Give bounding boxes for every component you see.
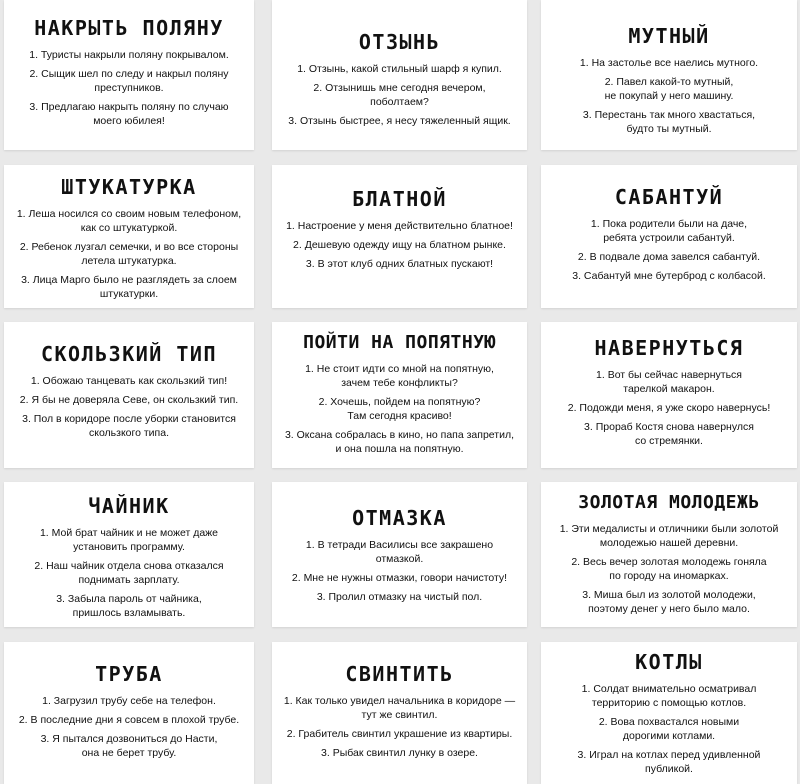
example-item: 3. Сабантуй мне бутерброд с колбасой. — [572, 270, 766, 282]
example-list — [10, 48, 248, 128]
example-list — [278, 694, 521, 760]
example-item: 2. Хочешь, пойдем на попятную? Там сегодня красиво! — [318, 396, 481, 422]
card — [272, 322, 527, 468]
example-item: 2. Подожди меня, я уже скоро навернусь! — [567, 402, 771, 414]
card-title: ЧАЙНИК — [88, 494, 170, 518]
card-title: СКОЛЬЗКИЙ ТИП — [40, 342, 218, 366]
card-title: ТРУБА — [95, 662, 163, 686]
example-item: 1. Отзынь, какой стильный шарф я купил. — [297, 63, 502, 75]
example-item: 1. Вот бы сейчас навернуться тарелкой макарон. — [596, 369, 742, 395]
example-item: 2. Мне не нужны отмазки, говори начистоту! — [291, 572, 508, 584]
example-item: 3. Прораб Костя снова навернулся со стремянки. — [584, 421, 754, 447]
example-item: 1. На застолье все наелись мутного. — [579, 57, 759, 69]
example-item: 1. Пока родители были на даче, ребята устроили сабантуй. — [590, 218, 748, 244]
example-list — [278, 62, 521, 128]
card — [272, 165, 527, 308]
example-item: 2. Сыщик шел по следу и накрыл поляну преступников. — [29, 68, 229, 94]
example-list — [547, 56, 791, 136]
example-item: 3. Забыла пароль от чайника, пришлось взламывать. — [56, 593, 202, 619]
example-item: 1. Обожаю танцевать как скользкий тип! — [30, 375, 228, 387]
card-title: СВИНТИТЬ — [345, 662, 454, 686]
card-title: МУТНЫЙ — [628, 24, 710, 48]
example-list — [10, 694, 248, 760]
card-title: ОТЗЫНЬ — [358, 30, 441, 54]
example-list — [547, 682, 791, 776]
example-item: 2. Отзынишь мне сегодня вечером, поболтаем? — [313, 82, 486, 108]
example-list — [10, 526, 248, 620]
example-list — [10, 207, 248, 301]
example-item: 2. Ребенок лузгал семечки, и во все стороны летела штукатурка. — [19, 241, 239, 267]
example-item: 3. Перестань так много хвастаться, будто ты мутный. — [582, 109, 756, 135]
example-item: 1. Загрузил трубу себе на телефон. — [42, 695, 216, 707]
example-item: 3. Предлагаю накрыть поляну по случаю моего юбилея! — [29, 101, 229, 127]
example-item: 2. В подвале дома завелся сабантуй. — [577, 251, 761, 263]
card-title: НАВЕРНУТЬСЯ — [594, 336, 744, 360]
example-item: 2. Павел какой-то мутный, не покупай у него машину. — [604, 76, 734, 102]
example-item: 2. В последние дни я совсем в плохой трубе. — [18, 714, 240, 726]
example-item: 3. Лица Марго было не разглядеть за слоем штукатурки. — [21, 274, 237, 300]
example-item: 3. Играл на котлах перед удивленной публикой. — [577, 749, 761, 775]
example-item: 1. Туристы накрыли поляну покрывалом. — [29, 49, 229, 61]
card-title: САБАНТУЙ — [614, 185, 724, 209]
card — [4, 0, 254, 150]
example-item: 3. Миша был из золотой молодежи, поэтому денег у него было мало. — [582, 589, 756, 615]
example-list — [10, 374, 248, 440]
example-item: 3. Я пытался дозвониться до Насти, она не берет трубу. — [40, 733, 218, 759]
card-title: ПОЙТИ НА ПОПЯТНУЮ — [303, 332, 496, 353]
card-title: НАКРЫТЬ ПОЛЯНУ — [34, 16, 224, 40]
example-list — [278, 538, 521, 604]
example-item: 1. Не стоит идти со мной на попятную, зачем тебе конфликты? — [305, 363, 494, 389]
example-item: 1. Мой брат чайник и не может даже установить программу. — [39, 527, 219, 553]
example-item: 1. Солдат внимательно осматривал территорию с помощью котлов. — [581, 683, 757, 709]
card — [4, 642, 254, 784]
card — [541, 0, 797, 150]
card-title: ЗОЛОТАЯ МОЛОДЕЖЬ — [578, 492, 760, 513]
card — [4, 165, 254, 308]
card — [541, 642, 797, 784]
card — [4, 322, 254, 468]
example-item: 1. В тетради Василисы все закрашено отмазкой. — [305, 539, 494, 565]
example-list — [547, 368, 791, 448]
card — [541, 322, 797, 468]
example-list — [547, 522, 791, 616]
example-list — [547, 217, 791, 283]
example-item: 2. Дешевую одежду ищу на блатном рынке. — [293, 239, 506, 251]
card-title: ОТМАЗКА — [352, 506, 447, 530]
card-title: БЛАТНОЙ — [352, 187, 447, 211]
example-item: 3. В этот клуб одних блатных пускают! — [305, 258, 494, 270]
card — [541, 482, 797, 627]
card — [272, 482, 527, 627]
example-item: 2. Весь вечер золотая молодежь гоняла по городу на иномарках. — [571, 556, 767, 582]
card — [272, 0, 527, 150]
example-item: 1. Эти медалисты и отличники были золотой молодежью нашей деревни. — [559, 523, 779, 549]
example-item: 3. Пол в коридоре после уборки становится скользкого типа. — [22, 413, 236, 439]
card — [4, 482, 254, 627]
example-item: 2. Я бы не доверяла Севе, он скользкий тип. — [19, 394, 239, 406]
card-title: ШТУКАТУРКА — [61, 175, 197, 199]
example-item: 1. Леша носился со своим новым телефоном, как со штукатуркой. — [16, 208, 242, 234]
card-title: КОТЛЫ — [635, 650, 703, 674]
example-item: 2. Вова похвастался новыми дорогими котлами. — [598, 716, 740, 742]
example-item: 2. Грабитель свинтил украшение из квартиры. — [286, 728, 513, 740]
example-list — [278, 219, 521, 271]
example-item: 2. Наш чайник отдела снова отказался поднимать зарплату. — [34, 560, 224, 586]
example-item: 3. Пролил отмазку на чистый пол. — [316, 591, 483, 603]
example-item: 1. Настроение у меня действительно блатное! — [286, 220, 513, 232]
card — [272, 642, 527, 784]
example-item: 3. Отзынь быстрее, я несу тяжеленный ящик. — [288, 115, 511, 127]
example-item: 3. Оксана собралась в кино, но папа запретил, и она пошла на попятную. — [284, 429, 515, 455]
example-item: 1. Как только увидел начальника в коридоре — тут же свинтил. — [283, 695, 516, 721]
example-list — [278, 362, 521, 456]
example-item: 3. Рыбак свинтил лунку в озере. — [321, 747, 478, 759]
card — [541, 165, 797, 308]
